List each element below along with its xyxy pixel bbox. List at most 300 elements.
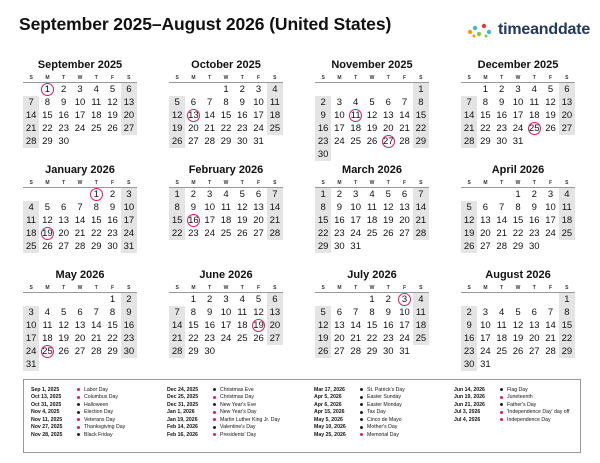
weekday-label: T	[386, 75, 390, 81]
legend-item	[454, 394, 569, 402]
day-cell: 21	[23, 122, 39, 135]
legend-holiday-name: New Year's Eve	[220, 401, 257, 408]
day-cell: 30	[382, 346, 394, 357]
day-cell: 19	[58, 333, 69, 344]
day-cell: 28	[90, 346, 102, 357]
month-days	[23, 82, 137, 148]
day-cell: 29	[90, 241, 102, 252]
day-cell: 17	[121, 214, 137, 227]
observance-dot-icon	[77, 403, 80, 406]
day-cell: 14	[399, 110, 410, 121]
day-cell: 1	[482, 84, 489, 95]
day-cell: 26	[512, 346, 524, 357]
day-cell: 14	[461, 109, 477, 122]
day-cell: 21	[496, 228, 507, 239]
legend-holiday-name: Black Friday	[84, 431, 113, 438]
weekday-label: S	[419, 75, 423, 81]
day-cell: 18	[23, 227, 39, 240]
day-cell: 5	[515, 307, 521, 318]
empty-cell	[169, 83, 185, 96]
day-cell: 23	[121, 332, 137, 345]
legend-date: Jun 21, 2026	[454, 401, 485, 408]
day-cell: 7	[547, 307, 554, 318]
legend-holiday-name: Christmas Eve	[220, 386, 254, 393]
weekday-label: T	[532, 75, 536, 81]
weekday-label: T	[94, 180, 98, 186]
legend-item	[314, 394, 405, 402]
empty-cell	[542, 293, 558, 306]
day-cell: 2	[239, 84, 245, 95]
day-cell: 1	[109, 294, 116, 305]
legend-date: Jan 19, 2026	[167, 416, 198, 423]
legend-item	[314, 416, 405, 424]
day-cell: 10	[512, 97, 524, 108]
legend-date: Dec 25, 2025	[167, 394, 199, 401]
day-cell: 25	[220, 228, 232, 239]
weekday-label: T	[208, 75, 212, 81]
day-cell: 10	[545, 202, 556, 213]
day-cell: 17	[512, 110, 524, 121]
month-days	[315, 292, 429, 358]
federal-holiday-dot-icon	[213, 396, 216, 399]
legend-holiday-name: Martin Luther King Jr. Day	[220, 416, 280, 423]
legend-item	[31, 394, 125, 402]
month-title: July 2026	[347, 269, 397, 281]
weekday-label: M	[337, 180, 342, 186]
day-cell: 18	[90, 110, 102, 121]
day-cell: 11	[91, 97, 102, 108]
day-cell: 29	[480, 136, 491, 147]
legend-item	[167, 409, 280, 417]
empty-cell	[23, 188, 39, 201]
day-cell: 7	[93, 307, 99, 318]
day-cell: 16	[121, 319, 137, 332]
day-cell: 12	[58, 320, 69, 331]
holiday-day-cell: 25	[526, 122, 542, 135]
month-calendar	[169, 163, 283, 240]
day-cell: 15	[413, 109, 429, 122]
day-cell: 29	[42, 136, 53, 147]
logo-dots-icon	[466, 20, 496, 40]
day-cell: 29	[366, 346, 378, 357]
month-title: December 2025	[477, 59, 559, 71]
day-cell: 20	[480, 228, 491, 239]
day-cell: 23	[334, 228, 345, 239]
weekday-label: T	[354, 180, 358, 186]
day-cell: 19	[169, 122, 185, 135]
day-cell: 28	[461, 135, 477, 148]
day-cell: 23	[204, 333, 215, 344]
day-cell: 9	[121, 306, 137, 319]
day-cell: 23	[188, 228, 199, 239]
holiday-legend	[23, 379, 581, 453]
empty-cell	[510, 293, 526, 306]
federal-holiday-dot-icon	[500, 411, 503, 414]
day-cell: 27	[188, 136, 199, 147]
day-cell: 1	[413, 83, 429, 96]
empty-cell	[39, 293, 55, 306]
legend-date: May 25, 2026	[314, 431, 346, 438]
weekday-label: S	[419, 285, 423, 291]
day-cell: 26	[236, 228, 248, 239]
weekday-label: M	[191, 285, 196, 291]
day-cell: 25	[23, 240, 39, 253]
weekday-header	[461, 74, 575, 82]
month-calendar	[461, 163, 575, 253]
legend-column	[454, 386, 569, 424]
month-days	[169, 187, 283, 240]
day-cell: 22	[366, 333, 378, 344]
observance-dot-icon	[360, 418, 363, 421]
day-cell: 11	[529, 97, 540, 108]
day-cell: 7	[461, 96, 477, 109]
day-cell: 6	[531, 307, 537, 318]
legend-date: Feb 16, 2026	[167, 431, 198, 438]
day-cell: 2	[336, 189, 343, 200]
day-cell: 3	[515, 84, 521, 95]
legend-date: Jun 19, 2026	[454, 394, 485, 401]
month-title: May 2026	[55, 269, 105, 281]
legend-holiday-name: Flag Day	[507, 386, 528, 393]
month-calendar	[461, 58, 575, 148]
day-cell: 4	[559, 188, 575, 201]
day-cell: 13	[399, 202, 410, 213]
weekday-label: F	[257, 75, 261, 81]
day-cell: 9	[385, 307, 391, 318]
legend-date: Oct 13, 2025	[31, 394, 62, 401]
month-calendar	[169, 58, 283, 148]
day-cell: 15	[42, 110, 53, 121]
day-cell: 7	[267, 188, 283, 201]
weekday-label: F	[257, 285, 261, 291]
weekday-label: F	[403, 75, 407, 81]
day-cell: 4	[353, 97, 359, 108]
day-cell: 5	[61, 307, 67, 318]
weekday-label: M	[483, 285, 488, 291]
day-cell: 21	[461, 122, 477, 135]
legend-item	[454, 416, 569, 424]
legend-holiday-name: Veterans Day	[84, 416, 116, 423]
day-cell: 16	[382, 320, 394, 331]
weekday-header	[315, 74, 429, 82]
weekday-label: W	[77, 75, 83, 81]
weekday-label: T	[62, 180, 66, 186]
weekday-label: T	[386, 285, 390, 291]
day-cell: 13	[74, 320, 86, 331]
day-cell: 24	[334, 136, 345, 147]
month-title: September 2025	[37, 59, 123, 71]
legend-item	[167, 394, 280, 402]
day-cell: 8	[223, 97, 229, 108]
day-cell: 10	[399, 307, 410, 318]
weekday-label: T	[240, 75, 244, 81]
day-cell: 9	[336, 202, 343, 213]
day-cell: 26	[58, 346, 69, 357]
day-cell: 24	[121, 227, 137, 240]
weekday-header	[315, 179, 429, 187]
day-cell: 29	[512, 241, 524, 252]
day-cell: 26	[107, 123, 118, 134]
empty-cell	[380, 83, 396, 96]
holiday-day-cell: 1	[39, 83, 55, 96]
day-cell: 6	[255, 189, 262, 200]
day-cell: 18	[528, 110, 540, 121]
day-cell: 10	[74, 97, 86, 108]
day-cell: 6	[336, 307, 343, 318]
weekday-label: M	[45, 180, 50, 186]
day-cell: 28	[169, 345, 185, 358]
day-cell: 21	[169, 332, 185, 345]
day-cell: 3	[23, 306, 39, 319]
day-cell: 28	[267, 227, 283, 240]
day-cell: 25	[413, 332, 429, 345]
day-cell: 13	[334, 320, 345, 331]
day-cell: 17	[399, 320, 410, 331]
day-cell: 11	[367, 202, 377, 213]
day-cell: 12	[169, 109, 185, 122]
day-cell: 30	[496, 136, 507, 147]
day-cell: 18	[42, 333, 53, 344]
day-cell: 5	[239, 189, 245, 200]
day-cell: 7	[207, 97, 213, 108]
weekday-label: T	[240, 285, 244, 291]
day-cell: 28	[204, 136, 215, 147]
weekday-label: T	[354, 285, 358, 291]
legend-date: Nov 4, 2025	[31, 409, 60, 416]
day-cell: 10	[121, 201, 137, 214]
day-cell: 12	[545, 97, 556, 108]
legend-item	[31, 409, 125, 417]
day-cell: 6	[267, 293, 283, 306]
day-cell: 30	[528, 241, 540, 252]
empty-cell	[88, 293, 104, 306]
day-cell: 2	[190, 189, 197, 200]
day-cell: 1	[169, 188, 185, 201]
empty-cell	[461, 293, 477, 306]
month-days	[169, 82, 283, 148]
day-cell: 9	[207, 307, 213, 318]
day-cell: 15	[559, 319, 575, 332]
day-cell: 2	[499, 84, 505, 95]
legend-date: Apr 5, 2026	[314, 394, 342, 401]
day-cell: 7	[353, 307, 359, 318]
day-cell: 26	[315, 345, 331, 358]
day-cell: 27	[480, 241, 491, 252]
day-cell: 10	[334, 110, 345, 121]
day-cell: 3	[547, 189, 554, 200]
day-cell: 18	[559, 214, 575, 227]
weekday-label: F	[549, 285, 553, 291]
weekday-label: S	[29, 180, 33, 186]
legend-holiday-name: Easter Sunday	[367, 394, 402, 401]
empty-cell	[202, 83, 218, 96]
weekday-label: F	[403, 180, 407, 186]
weekday-label: M	[45, 285, 50, 291]
day-cell: 20	[399, 215, 410, 226]
weekday-header	[169, 179, 283, 187]
day-cell: 3	[336, 97, 343, 108]
observance-dot-icon	[213, 388, 216, 391]
weekday-label: S	[273, 180, 277, 186]
empty-cell	[494, 188, 510, 201]
month-title: February 2026	[188, 164, 264, 176]
logo-text	[498, 21, 590, 39]
weekday-label: S	[127, 75, 131, 81]
legend-column	[167, 386, 280, 439]
weekday-label: T	[208, 285, 212, 291]
day-cell: 11	[267, 96, 283, 109]
weekday-label: T	[62, 285, 66, 291]
day-cell: 25	[366, 228, 378, 239]
day-cell: 29	[559, 345, 575, 358]
day-cell: 26	[461, 240, 477, 253]
day-cell: 18	[236, 320, 248, 331]
day-cell: 27	[528, 346, 540, 357]
weekday-label: W	[223, 285, 229, 291]
day-cell: 21	[74, 228, 86, 239]
weekday-label: T	[240, 180, 244, 186]
day-cell: 4	[267, 83, 283, 96]
weekday-label: W	[223, 180, 229, 186]
empty-cell	[315, 293, 331, 306]
day-cell: 6	[385, 97, 391, 108]
day-cell: 12	[315, 319, 331, 332]
day-cell: 16	[58, 110, 69, 121]
empty-cell	[461, 83, 477, 96]
holiday-day-cell: 25	[39, 345, 55, 358]
day-cell: 31	[121, 240, 137, 253]
day-cell: 1	[315, 188, 331, 201]
day-cell: 28	[74, 241, 86, 252]
day-cell: 16	[236, 110, 248, 121]
day-cell: 13	[528, 320, 540, 331]
day-cell: 3	[223, 294, 229, 305]
day-cell: 10	[253, 97, 264, 108]
day-cell: 19	[512, 333, 524, 344]
empty-cell	[331, 83, 347, 96]
weekday-label: M	[337, 75, 342, 81]
month-days	[315, 82, 429, 161]
day-cell: 15	[512, 215, 524, 226]
legend-item	[31, 386, 125, 394]
day-cell: 9	[531, 202, 537, 213]
day-cell: 9	[239, 97, 245, 108]
day-cell: 3	[482, 307, 489, 318]
day-cell: 27	[559, 122, 575, 135]
day-cell: 25	[559, 227, 575, 240]
day-cell: 17	[350, 215, 361, 226]
day-cell: 21	[399, 123, 410, 134]
day-cell: 22	[220, 123, 232, 134]
day-cell: 8	[413, 96, 429, 109]
federal-holiday-dot-icon	[213, 418, 216, 421]
day-cell: 16	[204, 320, 215, 331]
legend-item	[314, 401, 405, 409]
day-cell: 8	[315, 201, 331, 214]
day-cell: 5	[461, 201, 477, 214]
day-cell: 11	[237, 307, 248, 318]
day-cell: 15	[220, 110, 232, 121]
day-cell: 4	[223, 189, 229, 200]
observance-dot-icon	[360, 388, 363, 391]
empty-cell	[461, 188, 477, 201]
legend-date: Jul 4, 2026	[454, 416, 481, 423]
day-cell: 8	[482, 97, 489, 108]
day-cell: 1	[190, 294, 197, 305]
month-calendar	[315, 58, 429, 161]
day-cell: 23	[496, 123, 507, 134]
weekday-label: S	[467, 180, 471, 186]
day-cell: 24	[220, 333, 232, 344]
day-cell: 15	[366, 320, 378, 331]
day-cell: 31	[253, 136, 264, 147]
month-calendar	[23, 163, 137, 253]
day-cell: 1	[223, 84, 229, 95]
day-cell: 20	[559, 109, 575, 122]
day-cell: 8	[93, 202, 99, 213]
day-cell: 22	[315, 227, 331, 240]
day-cell: 22	[480, 123, 491, 134]
day-cell: 9	[61, 97, 67, 108]
day-cell: 11	[413, 306, 429, 319]
legend-item	[454, 386, 569, 394]
legend-item	[314, 424, 405, 432]
day-cell: 23	[236, 123, 248, 134]
day-cell: 6	[61, 202, 67, 213]
weekday-header	[461, 284, 575, 292]
federal-holiday-dot-icon	[360, 433, 363, 436]
day-cell: 10	[23, 319, 39, 332]
legend-holiday-name: Valentine's Day	[220, 424, 256, 431]
legend-column	[31, 386, 125, 439]
day-cell: 13	[480, 215, 491, 226]
day-cell: 23	[382, 333, 394, 344]
day-cell: 4	[531, 84, 537, 95]
day-cell: 30	[461, 358, 477, 371]
day-cell: 8	[109, 307, 116, 318]
day-cell: 16	[107, 215, 118, 226]
day-cell: 1	[515, 189, 521, 200]
day-cell: 17	[545, 215, 556, 226]
day-cell: 22	[188, 333, 199, 344]
day-cell: 23	[315, 135, 331, 148]
day-cell: 6	[77, 307, 83, 318]
month-calendar	[169, 268, 283, 358]
day-cell: 31	[399, 346, 410, 357]
day-cell: 23	[107, 228, 118, 239]
day-cell: 27	[58, 241, 69, 252]
legend-item	[31, 424, 125, 432]
month-title: October 2025	[191, 59, 261, 71]
day-cell: 21	[413, 214, 429, 227]
day-cell: 2	[109, 189, 116, 200]
timeanddate-logo[interactable]	[466, 18, 590, 42]
observance-dot-icon	[360, 411, 363, 414]
weekday-label: S	[29, 75, 33, 81]
day-cell: 28	[413, 227, 429, 240]
day-cell: 24	[253, 123, 264, 134]
legend-holiday-name: Halloween	[84, 401, 109, 408]
day-cell: 6	[482, 202, 489, 213]
legend-item	[167, 416, 280, 424]
weekday-label: F	[257, 180, 261, 186]
logo-text-anddate: anddate	[530, 21, 591, 38]
day-cell: 22	[107, 333, 118, 344]
legend-holiday-name: Independence Day	[507, 416, 551, 423]
weekday-label: M	[191, 75, 196, 81]
empty-cell	[72, 293, 88, 306]
month-title: August 2026	[485, 269, 551, 281]
